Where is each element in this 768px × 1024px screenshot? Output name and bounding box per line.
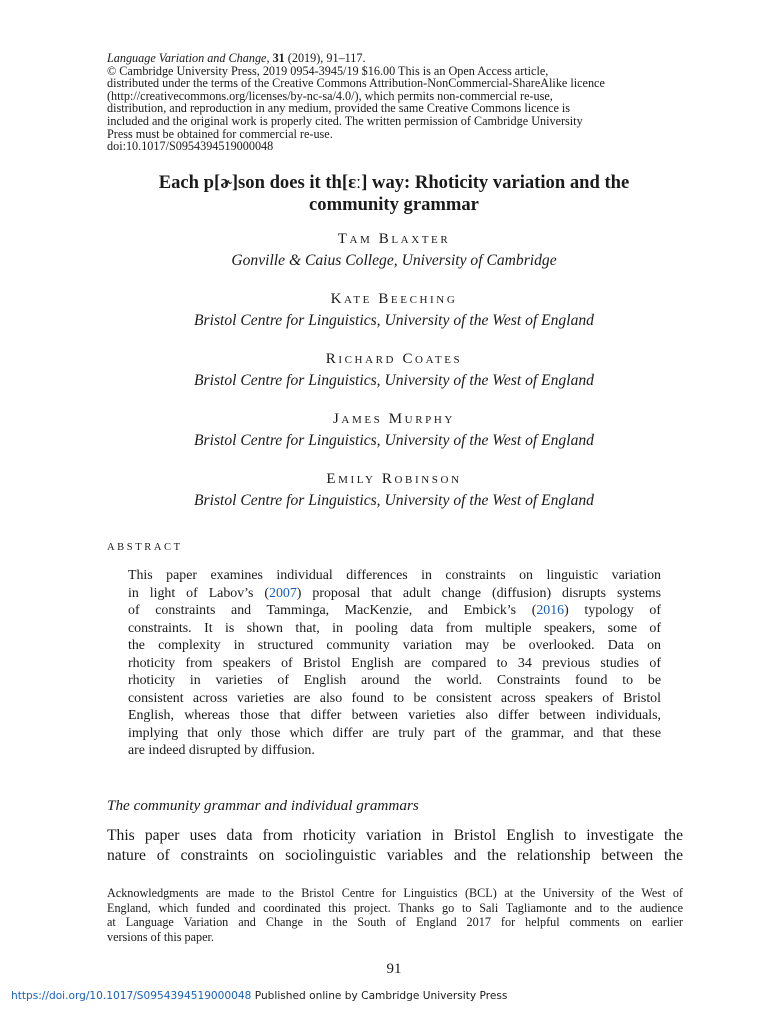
published-note: Published online by Cambridge University Press — [251, 990, 508, 1002]
citation-link-2016[interactable]: 2016 — [536, 603, 565, 618]
abstract-heading: ABSTRACT — [107, 542, 183, 553]
abstract-text: in light of Labov’s ( — [128, 585, 270, 601]
author-block — [100, 410, 688, 450]
journal-volume: 31 — [272, 51, 285, 65]
abstract-text: ) typology of — [564, 603, 661, 618]
author-affiliation: Bristol Centre for Linguistics, University of the West of England — [194, 372, 594, 389]
abstract-text: of constraints and Tamminga, MacKenzie, and Embick’s ( — [128, 603, 537, 618]
author-affiliation: Bristol Centre for Linguistics, University of the West of England — [194, 432, 594, 449]
doi-line: doi:10.1017/S0954394519000048 — [107, 139, 274, 154]
abstract-line — [128, 585, 661, 603]
journal-name: Language Variation and Change — [107, 51, 267, 65]
abstract-text: ) proposal that adult change (diffusion) disrupts systems — [296, 585, 661, 601]
author-name: James Murphy — [333, 411, 455, 427]
author-block — [100, 230, 688, 270]
author-name: Emily Robinson — [326, 471, 462, 487]
abstract-line: implying that only those which differ are truly part of the grammar, and that these — [128, 725, 661, 741]
license-line-5: included and the original work is properly cited. The written permission of Cambridge University — [107, 113, 583, 128]
abstract-line: are indeed disrupted by diffusion. — [128, 743, 315, 758]
body-line: nature of constraints on sociolinguistic variables and the relationship between the — [107, 846, 683, 864]
paper-title — [100, 172, 688, 216]
citation-link-2007[interactable]: 2007 — [269, 585, 297, 601]
abstract-line: English, whereas those that differ between varieties also differ between individuals, — [128, 708, 661, 723]
abstract-line — [128, 602, 661, 620]
abstract-line: rhoticity in varieties of English around the world. Constraints found to be — [128, 673, 661, 688]
footnote-line: Acknowledgments are made to the Bristol Centre for Linguistics (BCL) at the University of the West of — [107, 886, 683, 900]
author-affiliation: Gonville & Caius College, University of Cambridge — [231, 252, 557, 269]
abstract-line: constraints. It is shown that, in pooling data from multiple speakers, some of — [128, 620, 661, 636]
abstract-body — [128, 567, 661, 760]
acknowledgments-footnote — [107, 886, 683, 944]
citation-line: Language Variation and Change, 31 (2019), 91–117. — [107, 51, 366, 65]
title-line-2: community grammar — [309, 194, 479, 215]
author-name: Kate Beeching — [330, 291, 458, 307]
page-number: 91 — [386, 961, 402, 977]
author-block — [100, 470, 688, 510]
abstract-line: This paper examines individual differences in constraints on linguistic variation — [128, 568, 661, 583]
author-block — [100, 290, 688, 330]
footnote-line: at Language Variation and Change in the South of England 2017 for helpful comments on earlier — [107, 915, 683, 929]
author-name: Tam Blaxter — [337, 231, 451, 247]
abstract-line: the complexity in structured community variation may be overlooked. Data on — [128, 638, 661, 653]
citation-header — [107, 52, 687, 153]
abstract-line: consistent across varieties are also found to be consistent across speakers of Bristol — [128, 690, 661, 706]
footer-bar — [11, 990, 507, 1002]
footnote-line: England, which funded and coordinated this project. Thanks go to Sali Tagliamonte and to the audience — [107, 900, 683, 915]
body-line: This paper uses data from rhoticity variation in Bristol English to investigate the — [107, 827, 683, 844]
abstract-line: rhoticity from speakers of Bristol English are compared to 34 previous studies of — [128, 655, 661, 671]
section-heading: The community grammar and individual grammars — [107, 797, 419, 814]
body-text — [107, 826, 683, 865]
license-line-1: © Cambridge University Press, 2019 0954-3945/19 $16.00 This is an Open Access article, — [107, 63, 549, 78]
license-line-3: (http://creativecommons.org/licenses/by-nc-sa/4.0/), which permits non-commercial re-use, — [107, 88, 553, 103]
author-affiliation: Bristol Centre for Linguistics, University of the West of England — [194, 312, 594, 329]
doi-link[interactable]: https://doi.org/10.1017/S0954394519000048 — [11, 990, 252, 1002]
footnote-line: versions of this paper. — [107, 929, 214, 944]
license-line-6: Press must be obtained for commercial re-use. — [107, 126, 333, 141]
title-line-1: Each p[ɚ]son does it th[ɛː] way: Rhoticity variation and the — [158, 172, 630, 193]
author-block — [100, 350, 688, 390]
author-name: Richard Coates — [325, 351, 463, 367]
journal-year-pages: (2019), 91–117. — [284, 51, 366, 65]
author-affiliation: Bristol Centre for Linguistics, University of the West of England — [194, 492, 594, 509]
license-line-2: distributed under the terms of the Creative Commons Attribution-NonCommercial-ShareAlike licence — [107, 76, 605, 91]
license-line-4: distribution, and reproduction in any medium, provided the same Creative Commons licence is — [107, 101, 571, 116]
